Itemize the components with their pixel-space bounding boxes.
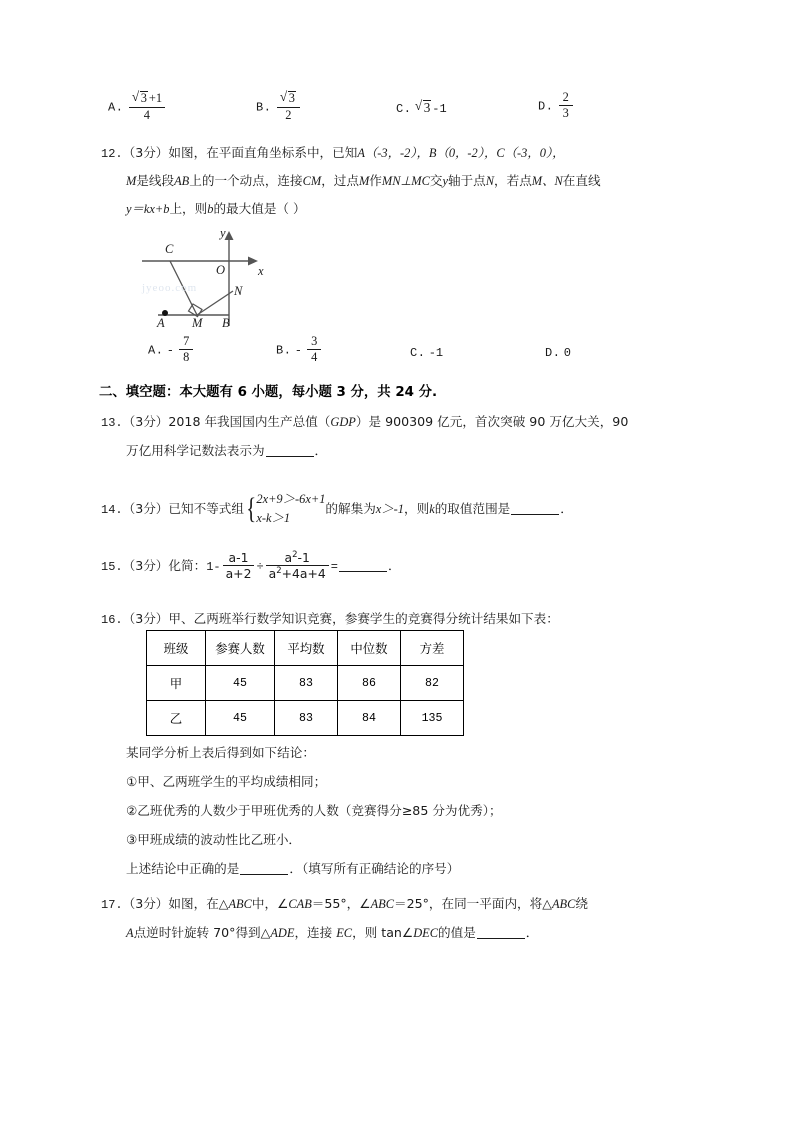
q16-conclusion-1: ①甲、乙两班学生的平均成绩相同；: [126, 774, 327, 789]
q14-k: k: [429, 502, 435, 517]
q12-m: M: [126, 174, 137, 188]
table-header-cell: 班级: [147, 631, 206, 666]
q13-points: （3分）: [122, 414, 169, 429]
q11-choice-b-denominator: 2: [285, 107, 292, 122]
q15-equals: =: [330, 560, 338, 575]
q12-t8: 在直线: [562, 173, 601, 188]
q16-line-1: [101, 612, 559, 627]
watermark: jyeoo.com: [142, 282, 198, 294]
q12-choice-a-label: A.: [148, 343, 164, 358]
q14-t4: 的取值范围是: [434, 501, 511, 517]
q13-gdp: GDP: [330, 415, 356, 429]
q15-t1: 化简：: [168, 558, 207, 574]
q12-t4: 作: [369, 173, 382, 188]
q14-points: （3分）: [122, 501, 169, 517]
q11-choice-d-numerator: 2: [562, 90, 569, 104]
q12-choice-b-numerator: 3: [311, 334, 318, 348]
q12-y: y: [442, 174, 448, 188]
q12-equation: y＝kx+b: [126, 202, 170, 216]
q11-choice-b-fraction: [277, 91, 300, 122]
q12-line1-math: A（-3，-2），B（0，-2），C（-3，0），: [357, 146, 565, 160]
q12-n: N: [485, 174, 494, 188]
q17-angle-cab: CAB: [288, 897, 312, 911]
q16-prompt-tail: ．（填写所有正确结论的序号）: [289, 861, 460, 876]
table-cell-median: 86: [338, 666, 401, 701]
q12-choice-b-denominator: 4: [311, 350, 318, 365]
q14-inequality-2: x-k＞1: [256, 510, 291, 525]
q17-t4: ＝25°，在同一平面内，将△: [393, 896, 552, 911]
q11-choice-d[interactable]: [538, 92, 575, 121]
q13-line-2: [126, 444, 327, 457]
q11-choice-c[interactable]: [396, 100, 447, 116]
table-cell-mean: 83: [275, 701, 338, 736]
q12-t9: 上，则: [169, 201, 208, 216]
figure-label-b: B: [222, 316, 230, 330]
q16-conclusion-3: ③甲班成绩的波动性比乙班小．: [126, 832, 302, 847]
q11-choice-a-label: A.: [108, 100, 124, 115]
q12-choice-b-fraction: [307, 335, 321, 364]
q14-solution: x＞-1: [375, 502, 404, 517]
q13-t3: 万亿用科学记数法表示为: [126, 443, 265, 458]
q15-f2-numerator: $a^2-1$: [284, 550, 310, 566]
q17-angle-dec: DEC: [413, 926, 438, 940]
q12-number: 12.: [101, 147, 123, 161]
q12-points: （3分）: [122, 145, 169, 160]
q17-angle-abc: ABC: [370, 897, 394, 911]
table-row: [147, 666, 464, 701]
q11-choice-c-label: C.: [396, 102, 412, 116]
q15-line-1: [101, 552, 401, 581]
q12-t2: 上的一个动点，连接: [189, 173, 303, 188]
q11-choice-c-suffix: -1: [432, 102, 447, 116]
q14-t3: ，则: [404, 501, 430, 517]
q12-choice-a-numerator: 7: [183, 334, 190, 348]
q12-line1-text: 如图，在平面直角坐标系中，已知: [168, 145, 358, 160]
q17-answer-blank[interactable]: [477, 926, 525, 939]
q11-choice-a[interactable]: [108, 92, 167, 123]
table-header-row: [147, 631, 464, 666]
q15-f1-numerator: a-1: [228, 550, 249, 566]
q12-choice-a-denominator: 8: [183, 350, 190, 365]
q14-inequality-system: [244, 490, 325, 527]
table-header-cell: 参赛人数: [206, 631, 275, 666]
q17-t2: 中，∠: [251, 896, 289, 911]
q16-intro: 甲、乙两班举行数学知识竞赛，参赛学生的竞赛得分统计结果如下表：: [168, 611, 559, 626]
q12-choice-a[interactable]: [148, 336, 195, 365]
q15-answer-blank[interactable]: [339, 559, 387, 572]
table-cell-count: 45: [206, 701, 275, 736]
figure-label-c: C: [165, 242, 174, 256]
q12-ab: AB: [174, 174, 190, 188]
q12-choice-d-value: 0: [563, 346, 571, 360]
q12-choice-a-fraction: [179, 335, 193, 364]
q12-choice-b[interactable]: [276, 336, 323, 365]
q14-answer-blank[interactable]: [511, 502, 559, 515]
q11-choice-c-radical: √ 3: [415, 100, 433, 116]
q14-inequality-1: 2x+9＞-6x+1: [256, 492, 326, 506]
figure-label-y-axis: y: [220, 226, 226, 240]
q17-point-a: A: [126, 926, 134, 940]
q12-t7: ，若点: [494, 173, 532, 188]
q12-mn-perp-mc: MN⊥MC: [381, 174, 430, 188]
q12-choice-b-label: B.: [276, 343, 292, 358]
table-cell-median: 84: [338, 701, 401, 736]
q14-period: ．: [560, 501, 573, 517]
q15-number: 15.: [101, 560, 123, 575]
q17-points: （3分）: [122, 896, 169, 911]
q12-choice-c-label: C.: [410, 346, 426, 360]
q12-m2: M: [358, 174, 370, 188]
q15-f1-denominator: a+2: [225, 566, 252, 582]
q12-mn: M、N: [531, 174, 563, 188]
q15-leading: 1-: [206, 560, 221, 575]
q11-choice-a-denominator: 4: [143, 107, 150, 122]
q17-period: ．: [525, 925, 539, 940]
table-cell-variance: 135: [401, 701, 464, 736]
q13-period: ．: [314, 443, 328, 458]
table-cell-mean: 83: [275, 666, 338, 701]
q11-choice-d-denominator: 3: [562, 106, 569, 121]
q13-t1: 2018 年我国国内生产总值（: [168, 414, 331, 429]
q16-prompt: [126, 862, 459, 875]
q17-abc-1: ABC: [228, 897, 252, 911]
q15-divide-sign: ÷: [256, 560, 264, 575]
q12-line-3: [126, 202, 306, 216]
q12-choice-d[interactable]: [545, 345, 571, 360]
q17-number: 17.: [101, 898, 123, 912]
q15-period: ．: [388, 558, 401, 574]
q12-figure: [140, 228, 270, 336]
q11-choice-d-label: D.: [538, 99, 554, 114]
q16-conclusion-2: ②乙班优秀的人数少于甲班优秀的人数（竞赛得分≥85 分为优秀）；: [126, 803, 502, 818]
q17-t3: ＝55°，∠: [311, 896, 371, 911]
q11-choice-b-numerator: √ 3: [277, 91, 300, 107]
q11-choice-b[interactable]: [256, 92, 302, 123]
q13-answer-blank[interactable]: [266, 444, 314, 457]
q14-line-1: [101, 491, 573, 528]
q17-t9: 的值是: [438, 925, 476, 940]
q16-answer-blank[interactable]: [240, 862, 288, 875]
table-header-cell: 中位数: [338, 631, 401, 666]
q17-line-2: [126, 926, 538, 940]
q14-number: 14.: [101, 503, 123, 518]
q12-choice-b-sign: -: [294, 343, 302, 358]
q16-points: （3分）: [122, 611, 169, 626]
table-header-cell: 平均数: [275, 631, 338, 666]
q14-t1: 已知不等式组: [168, 501, 244, 517]
q17-t6: 点逆时针旋转 70°得到△: [133, 925, 271, 940]
q15-fraction-2: [266, 551, 329, 580]
q17-line-1: [101, 897, 588, 912]
q11-choice-a-numerator: √ 3 +1: [129, 91, 165, 107]
figure-label-x-axis: x: [258, 264, 264, 278]
q16-prompt-text: 上述结论中正确的是: [126, 861, 240, 876]
section-2-heading: 二、填空题：本大题有 6 小题，每小题 3 分，共 24 分.: [99, 385, 438, 400]
q13-number: 13.: [101, 416, 123, 430]
q12-line-1: [101, 146, 564, 161]
q16-number: 16.: [101, 613, 123, 627]
q17-t5: 绕: [575, 896, 588, 911]
q11-choice-b-label: B.: [256, 100, 272, 115]
q15-f2-denominator: $a^2+4a+4$: [268, 566, 326, 582]
figure-label-a: A: [157, 316, 165, 330]
q17-t7: ，连接: [294, 925, 337, 940]
table-cell-class: 乙: [147, 701, 206, 736]
table-row: [147, 701, 464, 736]
figure-label-n: N: [234, 284, 243, 298]
q17-ec: EC: [336, 926, 353, 940]
q17-ade: ADE: [270, 926, 295, 940]
q11-choice-d-fraction: [559, 91, 573, 120]
figure-label-o: O: [216, 263, 226, 277]
q17-t1: 如图，在△: [168, 896, 229, 911]
q12-choice-a-sign: -: [166, 343, 174, 358]
q12-line-2: [126, 174, 601, 188]
table-cell-variance: 82: [401, 666, 464, 701]
q12-t3: ，过点: [321, 173, 359, 188]
q13-t2: ）是 900309 亿元，首次突破 90 万亿大关，90: [355, 414, 629, 429]
q12-choice-d-label: D.: [545, 346, 561, 360]
table-cell-count: 45: [206, 666, 275, 701]
q12-t10: 的最大值是（ ）: [213, 201, 306, 216]
q12-t6: 轴于点: [447, 173, 486, 188]
q13-line-1: [101, 415, 628, 430]
q12-b-var: b: [207, 202, 214, 216]
q12-choice-c-value: -1: [428, 346, 444, 360]
score-statistics-table: [146, 630, 464, 736]
q12-t5: 交: [429, 173, 443, 188]
q16-after-table: 某同学分析上表后得到如下结论：: [126, 745, 315, 760]
table-cell-class: 甲: [147, 666, 206, 701]
q11-choice-a-fraction: [129, 91, 165, 122]
q14-t2: 的解集为: [325, 501, 376, 517]
q17-t8: ，则 tan∠: [352, 925, 414, 940]
q17-abc-3: ABC: [551, 897, 576, 911]
q15-fraction-1: [223, 551, 255, 580]
left-brace-icon: {: [246, 491, 257, 525]
table-header-cell: 方差: [401, 631, 464, 666]
q15-points: （3分）: [122, 558, 169, 574]
q12-t1: 是线段: [136, 173, 175, 188]
q12-cm: CM: [302, 174, 322, 188]
q12-choice-c[interactable]: [410, 345, 443, 360]
figure-label-m: M: [192, 316, 203, 330]
